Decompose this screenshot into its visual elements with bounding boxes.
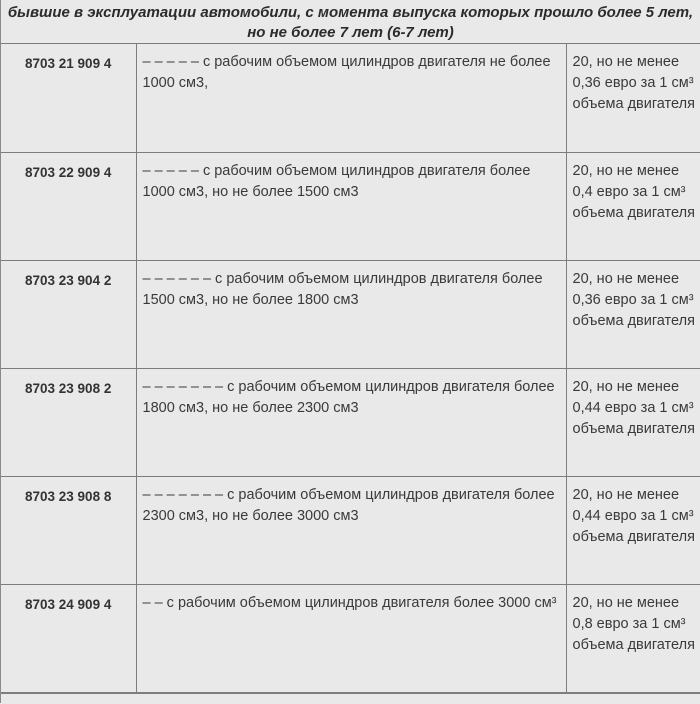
tariff-description: – – – – – – – с рабочим объемом цилиндров двигателя более 1800 см3, но не более 2300 см3: [136, 368, 566, 476]
table-row: [1, 476, 700, 584]
table-row: [1, 584, 700, 692]
duty-rate: 20, но не менее 0,36 евро за 1 см³ объема двигателя: [566, 260, 700, 368]
duty-rate: 20, но не менее 0,44 евро за 1 см³ объема двигателя: [566, 476, 700, 584]
tariff-description: – – – – – – с рабочим объемом цилиндров двигателя более 1500 см3, но не более 1800 см3: [136, 260, 566, 368]
duty-rate: 20, но не менее 0,44 евро за 1 см³ объема двигателя: [566, 368, 700, 476]
tariff-description: – – с рабочим объемом цилиндров двигателя более 3000 см³: [136, 584, 566, 692]
duty-rate: 20, но не менее 0,36 евро за 1 см³ объема двигателя: [566, 44, 700, 152]
table-bottom-edge: [1, 693, 700, 704]
table-row: [1, 260, 700, 368]
tariff-description: – – – – – – – с рабочим объемом цилиндров двигателя более 2300 см3, но не более 3000 см3: [136, 476, 566, 584]
tariff-description: – – – – – с рабочим объемом цилиндров двигателя более 1000 см3, но не более 1500 см3: [136, 152, 566, 260]
tariff-code: 8703 23 908 8: [1, 476, 136, 584]
tariff-description: – – – – – с рабочим объемом цилиндров двигателя не более 1000 см3,: [136, 44, 566, 152]
table-row: [1, 44, 700, 152]
duty-rate: 20, но не менее 0,8 евро за 1 см³ объема двигателя: [566, 584, 700, 692]
table-caption: бывшие в эксплуатации автомобили, с момента выпуска которых прошло более 5 лет, но не более 7 лет (6-7 лет): [1, 0, 700, 44]
tariff-table: [1, 44, 700, 693]
tariff-code: 8703 23 908 2: [1, 368, 136, 476]
tariff-code: 8703 21 909 4: [1, 44, 136, 152]
table-row: [1, 368, 700, 476]
duty-rate: 20, но не менее 0,4 евро за 1 см³ объема двигателя: [566, 152, 700, 260]
table-row: [1, 152, 700, 260]
tariff-code: 8703 22 909 4: [1, 152, 136, 260]
tariff-code: 8703 24 909 4: [1, 584, 136, 692]
tariff-code: 8703 23 904 2: [1, 260, 136, 368]
